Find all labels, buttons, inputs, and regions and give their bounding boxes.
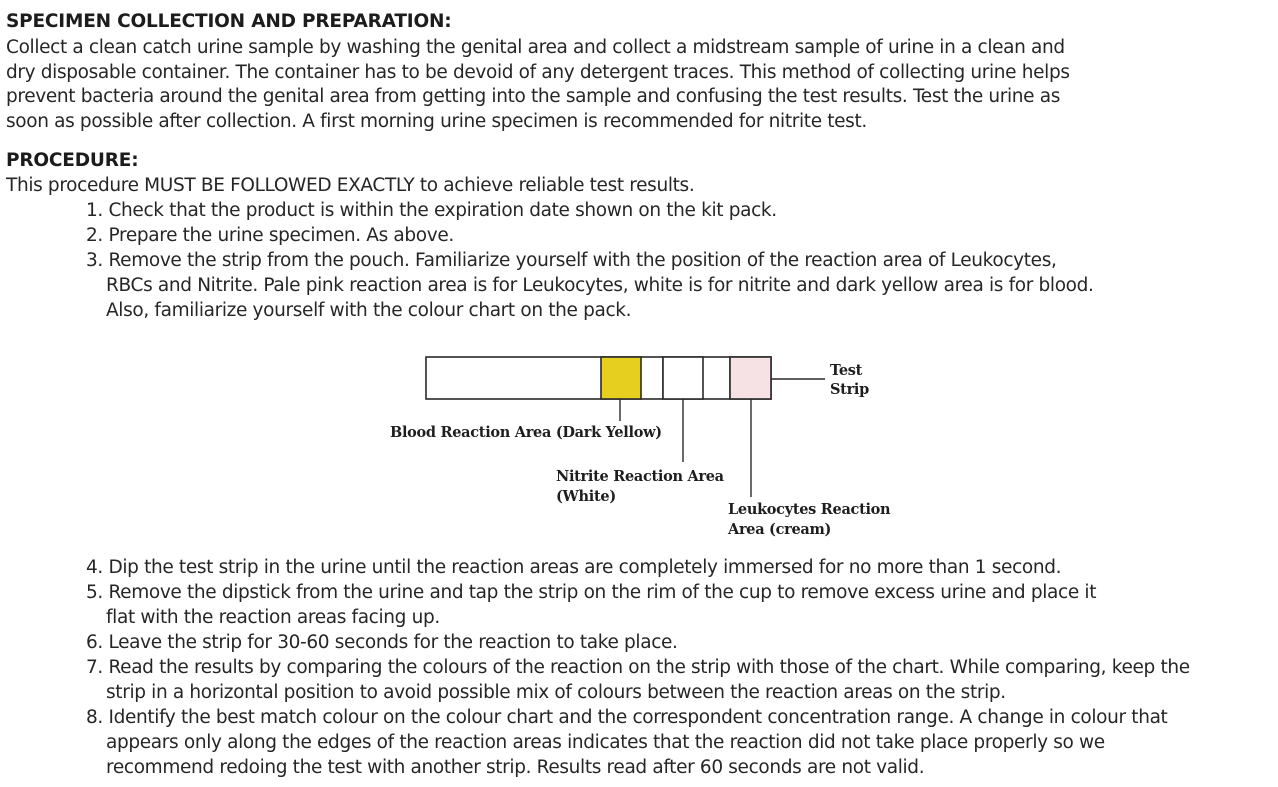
specimen-line: prevent bacteria around the genital area from getting into the sample and confusing the test results. Test the urine as <box>6 86 1061 107</box>
leukocytes-reaction-label: Leukocytes Reaction <box>728 501 891 518</box>
nitrite-pad <box>663 357 703 399</box>
step-text: Leave the strip for 30-60 seconds for the reaction to take place. <box>108 632 678 653</box>
procedure-heading: PROCEDURE: <box>6 150 139 171</box>
leukocytes-reaction-sublabel: Area (cream) <box>728 521 832 538</box>
step-text: Also, familiarize yourself with the colour chart on the pack. <box>106 300 632 321</box>
specimen-paragraph <box>6 36 1070 134</box>
step-number: 2. <box>86 225 103 246</box>
step-number: 1. <box>86 200 103 221</box>
step-3 <box>86 248 1094 323</box>
specimen-line: Collect a clean catch urine sample by washing the genital area and collect a midstream sample of urine in a clean and <box>6 37 1065 58</box>
test-strip-diagram <box>380 345 900 545</box>
step-text: appears only along the edges of the reaction areas indicates that the reaction did not take place properly so we <box>106 732 1105 753</box>
step-6 <box>86 630 678 655</box>
step-text: Read the results by comparing the colours of the reaction on the strip with those of the chart. While comparing, keep the <box>108 657 1190 678</box>
step-number: 5. <box>86 582 103 603</box>
step-text: RBCs and Nitrite. Pale pink reaction area is for Leukocytes, white is for nitrite and dark yellow area is for blood. <box>106 275 1094 296</box>
step-text: Remove the dipstick from the urine and tap the strip on the rim of the cup to remove excess urine and place it <box>108 582 1097 603</box>
procedure-intro: This procedure MUST BE FOLLOWED EXACTLY to achieve reliable test results. <box>6 175 695 196</box>
step-text: Prepare the urine specimen. As above. <box>108 225 454 246</box>
step-4 <box>86 555 1061 580</box>
step-number: 3. <box>86 250 103 271</box>
step-text: strip in a horizontal position to avoid possible mix of colours between the reaction areas on the strip. <box>106 682 1006 703</box>
test-strip-label-2: Strip <box>830 381 869 398</box>
step-number: 7. <box>86 657 103 678</box>
nitrite-label-part: Reaction Area <box>613 468 724 485</box>
step-text: recommend redoing the test with another strip. Results read after 60 seconds are not valid. <box>106 757 925 778</box>
step-5 <box>86 580 1096 630</box>
nitrite-reaction-label <box>556 467 724 487</box>
step-text: Check that the product is within the expiration date shown on the kit pack. <box>108 200 777 221</box>
step-number: 6. <box>86 632 103 653</box>
blood-pad <box>601 357 641 399</box>
step-2 <box>86 223 454 248</box>
step-number: 4. <box>86 557 103 578</box>
step-text: Identify the best match colour on the colour chart and the correspondent concentration range. A change in colour that <box>108 707 1168 728</box>
specimen-line: soon as possible after collection. A first morning urine specimen is recommended for nitrite test. <box>6 110 867 132</box>
test-strip-label-1: Test <box>830 362 863 379</box>
step-number: 8. <box>86 707 103 728</box>
step-text: flat with the reaction areas facing up. <box>106 607 440 628</box>
blood-reaction-label: Blood Reaction Area (Dark Yellow) <box>390 424 662 441</box>
leukocytes-pad <box>730 357 771 399</box>
step-text: Dip the test strip in the urine until the reaction areas are completely immersed for no more than 1 second. <box>108 557 1062 578</box>
step-text: Remove the strip from the pouch. Familiarize yourself with the position of the reaction area of Leukocytes, <box>108 250 1057 271</box>
step-8 <box>86 705 1167 780</box>
specimen-line: dry disposable container. The container has to be devoid of any detergent traces. This method of collecting urine helps <box>6 61 1070 83</box>
nitrite-label-part: Nitrite <box>556 468 609 485</box>
nitrite-reaction-sublabel: (White) <box>556 488 616 505</box>
step-7 <box>86 655 1190 705</box>
strip-body <box>426 357 771 399</box>
specimen-heading: SPECIMEN COLLECTION AND PREPARATION: <box>6 11 452 32</box>
step-1 <box>86 198 777 223</box>
